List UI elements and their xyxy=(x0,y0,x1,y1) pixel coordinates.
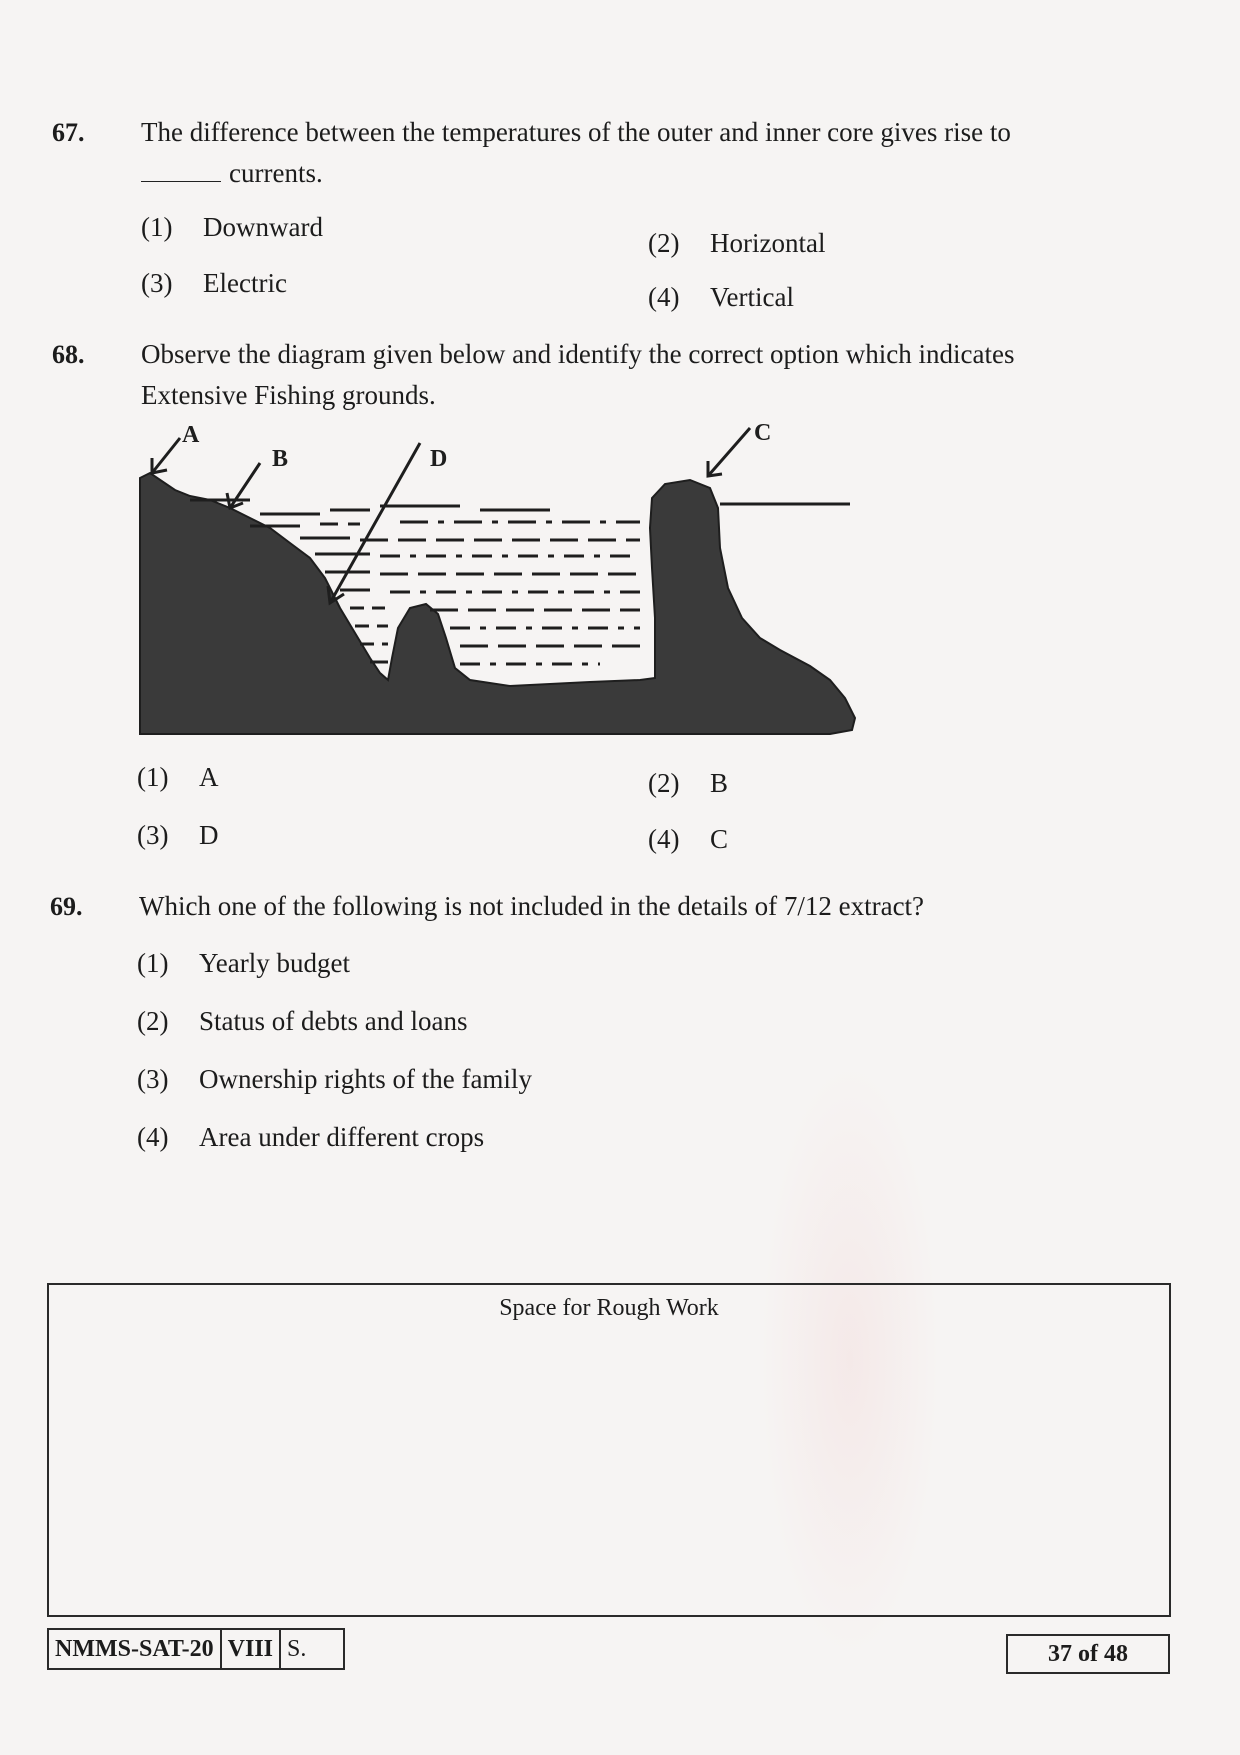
question-69-number: 69. xyxy=(50,892,83,921)
q68-option-4[interactable] xyxy=(648,824,728,855)
option-number: (4) xyxy=(648,824,680,854)
answer-blank xyxy=(141,181,221,182)
option-number: (2) xyxy=(648,228,680,258)
option-number: (4) xyxy=(137,1122,169,1152)
option-number: (2) xyxy=(648,768,680,798)
question-67-text xyxy=(141,112,1161,193)
option-label: Ownership rights of the family xyxy=(199,1064,532,1094)
label-c: C xyxy=(754,420,772,446)
rough-work-title: Space for Rough Work xyxy=(499,1295,719,1321)
q68-option-1[interactable] xyxy=(137,762,219,793)
option-label: D xyxy=(199,820,219,850)
question-68-text xyxy=(141,334,1161,415)
question-67-line2: currents. xyxy=(229,157,323,188)
label-d: D xyxy=(430,446,448,472)
question-67-line1: The difference between the temperatures of the outer and inner core gives rise to xyxy=(141,117,1011,147)
option-label: Horizontal xyxy=(710,228,826,258)
question-68-line2: Extensive Fishing grounds. xyxy=(141,379,436,410)
ocean-floor-diagram xyxy=(130,418,860,748)
q68-option-3[interactable] xyxy=(137,820,219,851)
set-code: S. xyxy=(287,1636,307,1662)
option-number: (1) xyxy=(141,212,173,242)
option-label: B xyxy=(710,768,729,798)
q68-option-2[interactable] xyxy=(648,768,728,799)
question-69-text: Which one of the following is not included in the details of 7/12 extract? xyxy=(139,891,925,921)
q69-option-4[interactable] xyxy=(137,1122,484,1153)
option-label: Vertical xyxy=(710,282,794,312)
option-label: Area under different crops xyxy=(199,1122,485,1152)
option-number: (2) xyxy=(137,1006,169,1036)
question-67-number: 67. xyxy=(52,118,85,147)
q69-option-3[interactable] xyxy=(137,1064,532,1095)
q67-option-4[interactable] xyxy=(648,282,794,313)
question-68-line1: Observe the diagram given below and identify the correct option which indicates xyxy=(141,339,1015,369)
q69-option-1[interactable] xyxy=(137,948,350,979)
option-number: (4) xyxy=(648,282,680,312)
option-number: (3) xyxy=(137,820,169,850)
q67-option-3[interactable] xyxy=(141,268,287,299)
rough-work-box[interactable] xyxy=(47,1283,1171,1617)
option-number: (3) xyxy=(137,1064,169,1094)
option-label: Electric xyxy=(203,268,287,298)
class-code: VIII xyxy=(222,1630,281,1668)
option-label: Yearly budget xyxy=(199,948,350,978)
option-number: (1) xyxy=(137,948,169,978)
option-number: (1) xyxy=(137,762,169,792)
q69-option-2[interactable] xyxy=(137,1006,467,1037)
q67-option-1[interactable] xyxy=(141,212,323,243)
exam-code: NMMS-SAT-20 xyxy=(49,1630,222,1668)
paper-code-box xyxy=(47,1628,345,1670)
option-number: (3) xyxy=(141,268,173,298)
option-label: Downward xyxy=(203,212,323,242)
option-label: A xyxy=(199,762,219,792)
label-a: A xyxy=(182,422,200,448)
page-number: 37 of 48 xyxy=(1006,1634,1170,1674)
sea-floor-landmass xyxy=(140,473,855,734)
label-b: B xyxy=(272,446,289,472)
option-label: Status of debts and loans xyxy=(199,1006,468,1036)
q67-option-2[interactable] xyxy=(648,228,825,259)
question-68-number: 68. xyxy=(52,340,85,369)
option-label: C xyxy=(710,824,729,854)
